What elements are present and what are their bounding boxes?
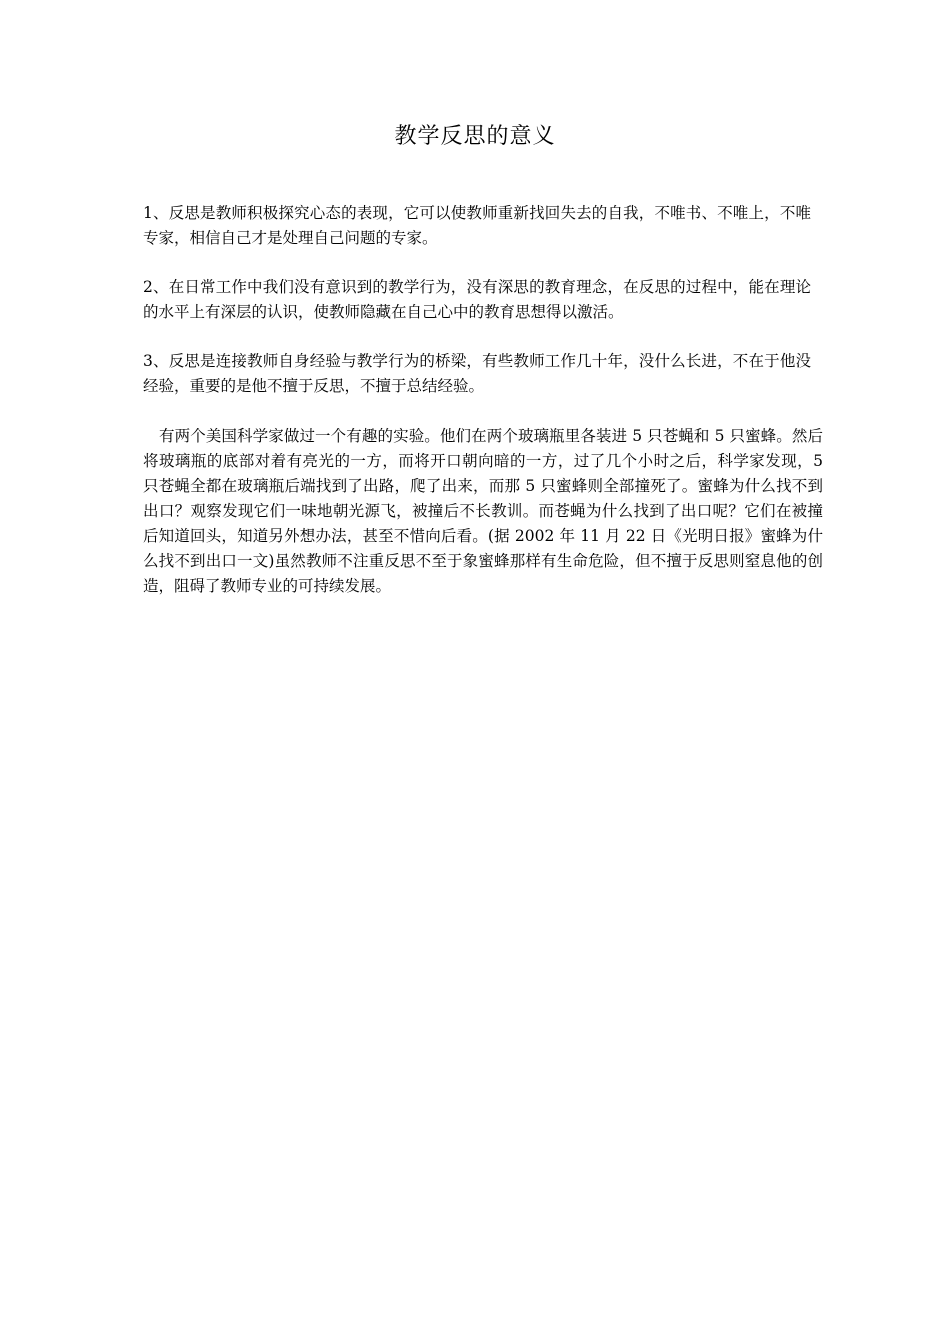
paragraph-3: 3、反思是连接教师自身经验与教学行为的桥梁，有些教师工作几十年，没什么长进，不在于他没经验，重要的是他不擅于反思，不擅于总结经验。: [143, 352, 811, 395]
document-title: 教学反思的意义: [394, 124, 556, 149]
paragraph-1: 1、反思是教师积极探究心态的表现，它可以使教师重新找回失去的自我，不唯书、不唯上，不唯专家，相信自己才是处理自己问题的专家。: [143, 204, 811, 247]
paragraph-2: 2、在日常工作中我们没有意识到的教学行为，没有深思的教育理念，在反思的过程中，能在理论的水平上有深层的认识，使教师隐藏在自己心中的教育思想得以激活。: [143, 278, 811, 321]
paragraph-4: 有两个美国科学家做过一个有趣的实验。他们在两个玻璃瓶里各装进 5 只苍蝇和 5 只蜜蜂。然后将玻璃瓶的底部对着有亮光的一方，而将开口朝向暗的一方，过了几个小时之后，科学家发现，5 只苍蝇全都在玻璃瓶后端找到了出路，爬了出来，而那 5 只蜜蜂则全部撞死了。蜜蜂为什么找不到出口？观察发现它们一味地朝光源飞，被撞后不长教训。而苍蝇为什么找到了出口呢？它们在被撞后知道回头，知道另外想办法，甚至不惜向后看。(据 2002 年 11 月 22 日《光明日报》蜜蜂为什么找不到出口一文)虽然教师不注重反思不至于象蜜蜂那样有生命危险，但不擅于反思则窒息他的创造，阻碍了教师专业的可持续发展。: [143, 427, 823, 595]
